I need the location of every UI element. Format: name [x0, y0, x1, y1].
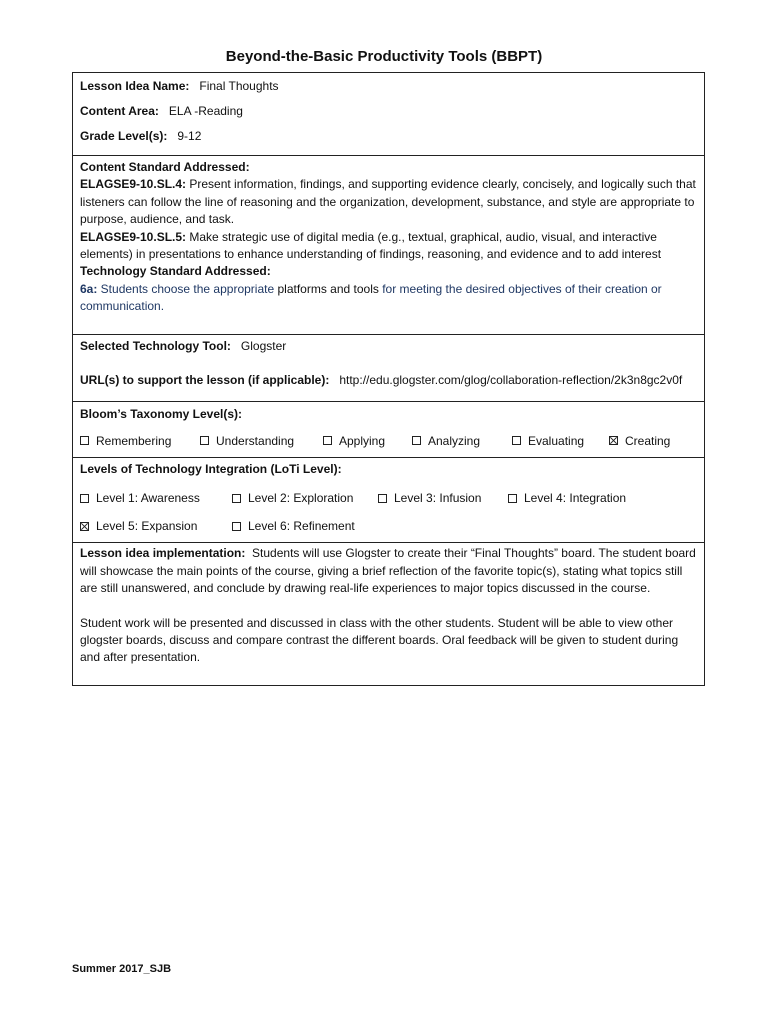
unchecked-box-icon[interactable] — [512, 436, 521, 445]
checkbox-label: Level 2: Exploration — [248, 491, 354, 506]
implementation-label: Lesson idea implementation: — [80, 546, 246, 561]
lesson-info-section — [73, 73, 704, 155]
standard-sl4-text: Present information, findings, and supporting evidence clearly, concisely, and logically such that listeners can follow the line of reasoning and the organization, development, substance, and style are appropriate to purpose, audience, and task. — [80, 177, 696, 227]
checkbox-loti-level-4[interactable] — [508, 491, 648, 505]
bloom-section — [73, 401, 704, 456]
unchecked-box-icon[interactable] — [412, 436, 421, 445]
content-area-value: ELA -Reading — [168, 104, 243, 118]
checkbox-creating[interactable] — [609, 434, 689, 448]
checked-box-icon[interactable] — [609, 436, 618, 445]
standards-section — [73, 155, 704, 334]
tool-row — [80, 338, 697, 355]
checkbox-label: Level 6: Refinement — [248, 519, 355, 534]
unchecked-box-icon[interactable] — [508, 494, 517, 503]
bloom-checkbox-row — [80, 429, 697, 453]
checkbox-label: Applying — [339, 433, 386, 448]
checkbox-loti-level-3[interactable] — [378, 491, 508, 505]
implementation-section — [73, 542, 704, 684]
unchecked-box-icon[interactable] — [378, 494, 387, 503]
footer-text: Summer 2017_SJB — [72, 963, 172, 975]
standard-sl5 — [80, 229, 697, 264]
tech-standard-text-b: platforms and tools — [274, 281, 379, 296]
checkbox-label: Understanding — [216, 433, 295, 448]
checkbox-loti-level-5[interactable] — [80, 519, 232, 533]
grade-level-label: Grade Level(s): — [80, 129, 168, 143]
url-label: URL(s) to support the lesson (if applicable): — [80, 373, 330, 388]
checkbox-remembering[interactable] — [80, 434, 200, 448]
checkbox-applying[interactable] — [323, 434, 412, 448]
checkbox-label: Remembering — [96, 433, 172, 448]
tool-label: Selected Technology Tool: — [80, 338, 231, 353]
checked-box-icon[interactable] — [80, 522, 89, 531]
checkbox-label: Creating — [625, 433, 671, 448]
standard-sl5-text: Make strategic use of digital media (e.g., textual, graphical, audio, visual, and interactive elements) in presentations to enhance understanding of findings, reasoning, and evidence and to add interest — [80, 229, 662, 262]
checkbox-label: Level 5: Expansion — [96, 519, 198, 534]
tool-value: Glogster — [240, 338, 287, 353]
lesson-name-row — [80, 78, 697, 95]
checkbox-analyzing[interactable] — [412, 434, 512, 448]
unchecked-box-icon[interactable] — [232, 494, 241, 503]
checkbox-loti-level-6[interactable] — [232, 519, 378, 533]
technology-tool-section — [73, 334, 704, 402]
loti-checkbox-row-2 — [80, 514, 697, 538]
standard-sl5-code: ELAGSE9-10.SL.5: — [80, 229, 187, 244]
grade-level-row — [80, 128, 697, 145]
content-area-label: Content Area: — [80, 104, 159, 118]
implementation-paragraph-1 — [80, 545, 700, 597]
standard-sl4 — [80, 176, 697, 228]
technology-standard-heading: Technology Standard Addressed: — [80, 264, 271, 279]
content-standard-heading: Content Standard Addressed: — [80, 160, 250, 174]
implementation-text-1: Students will use Glogster to create their “Final Thoughts” board. The student board will showcase the main points of the course, giving a brief reflection of the favorite topic(s), stating what topics still are still unanswered, and conclude by drawing real-life experiences to major topics discussed in the course. — [80, 546, 700, 596]
url-value[interactable]: http://edu.glogster.com/glog/collaboration-reflection/2k3n8gc2v0f — [339, 373, 683, 388]
tech-standard-text-a: Students choose the appropriate — [97, 281, 275, 296]
document-title: Beyond-the-Basic Productivity Tools (BBPT) — [225, 48, 543, 65]
loti-heading: Levels of Technology Integration (LoTi Level): — [80, 461, 342, 476]
url-row — [80, 372, 697, 389]
checkbox-loti-level-1[interactable] — [80, 491, 232, 505]
checkbox-label: Level 1: Awareness — [96, 491, 200, 506]
grade-level-value: 9-12 — [177, 129, 202, 143]
unchecked-box-icon[interactable] — [80, 494, 89, 503]
standard-sl4-code: ELAGSE9-10.SL.4: — [80, 177, 187, 192]
tech-standard-text-c: for meeting the desired objectives of their creation or communication. — [80, 281, 662, 314]
tech-standard-code: 6a: — [80, 281, 98, 296]
lesson-name-value: Final Thoughts — [199, 79, 279, 93]
checkbox-label: Evaluating — [528, 433, 585, 448]
loti-checkbox-row-1 — [80, 486, 697, 510]
content-area-row — [80, 103, 697, 120]
unchecked-box-icon[interactable] — [323, 436, 332, 445]
checkbox-label: Level 4: Integration — [524, 491, 627, 506]
unchecked-box-icon[interactable] — [232, 522, 241, 531]
unchecked-box-icon[interactable] — [80, 436, 89, 445]
checkbox-label: Level 3: Infusion — [394, 491, 482, 506]
lesson-name-label: Lesson Idea Name: — [80, 79, 190, 93]
checkbox-evaluating[interactable] — [512, 434, 609, 448]
checkbox-understanding[interactable] — [200, 434, 323, 448]
unchecked-box-icon[interactable] — [200, 436, 209, 445]
bloom-heading: Bloom’s Taxonomy Level(s): — [80, 407, 243, 422]
technology-standard — [80, 281, 697, 316]
checkbox-label: Analyzing — [428, 433, 481, 448]
loti-section — [73, 457, 704, 542]
lesson-table — [72, 72, 705, 686]
implementation-paragraph-2: Student work will be presented and discussed in class with the other students. Student will be able to view other glogster boards, discuss and compare contrast the different boards. Oral feedback will be given to student during and after presentation. — [80, 615, 679, 665]
checkbox-loti-level-2[interactable] — [232, 491, 378, 505]
